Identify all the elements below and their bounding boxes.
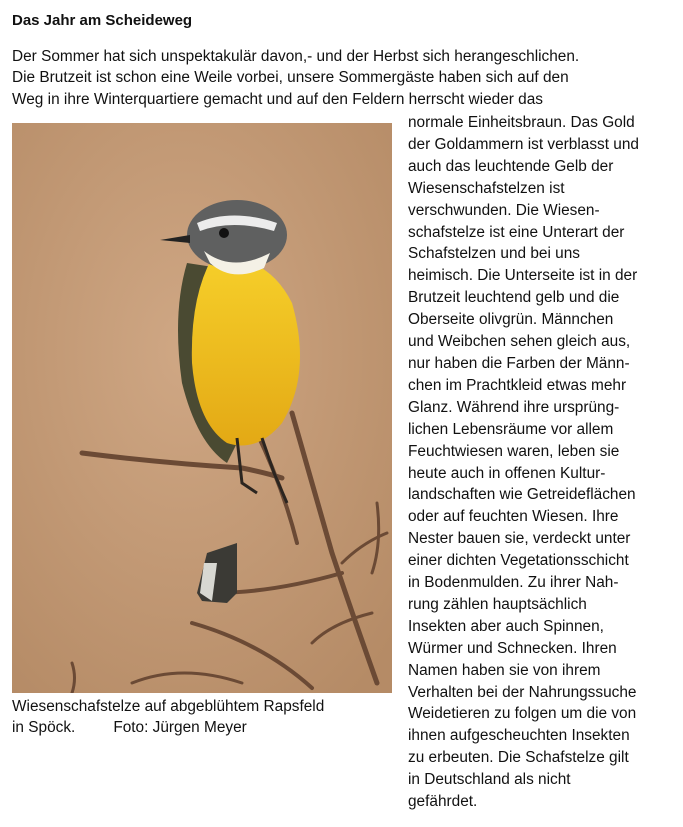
intro-line: Der Sommer hat sich unspektakulär davon,- und der Herbst sich herangeschlichen. [12,48,580,65]
column-line: Würmer und Schnecken. Ihren [408,639,617,657]
column-line: rung zählen hauptsächlich [408,595,587,613]
column-line: chen im Prachtkleid etwas mehr [408,376,627,394]
column-line: nur haben die Farben der Männ- [408,354,630,372]
column-line: Wiesenschafstelzen ist [408,179,565,197]
column-line: Insekten aber auch Spinnen, [408,617,604,635]
column-line: zu erbeuten. Die Schafstelze gilt [408,749,629,767]
article-column [408,112,639,813]
column-line: der Goldammern ist verblasst und [408,135,639,153]
intro-line: Weg in ihre Winterquartiere gemacht und auf den Feldern herrscht wieder das [12,90,543,108]
column-line: lichen Lebensräume vor allem [408,420,614,438]
column-line: Brutzeit leuchtend gelb und die [408,289,620,307]
column-line: einer dichten Vegetationsschicht [408,552,629,570]
bird-head [187,200,287,270]
intro-paragraph [12,46,579,110]
column-line: heimisch. Die Unterseite ist in der [408,267,638,285]
column-line: Glanz. Während ihre ursprüng- [408,398,620,416]
column-line: heute auch in offenen Kultur- [408,464,606,482]
column-line: verschwunden. Die Wiesen- [408,201,600,219]
column-line: Weidetieren zu folgen um die von [408,705,637,723]
column-line: Verhalten bei der Nahrungssuche [408,683,637,701]
caption-line: Wiesenschafstelze auf abgeblühtem Rapsfeld [12,698,325,715]
column-line: Namen haben sie von ihrem [408,661,601,679]
column-line: und Weibchen sehen gleich aus, [408,333,631,351]
column-line: oder auf feuchten Wiesen. Ihre [408,508,619,526]
column-line: ihnen aufgescheuchten Insekten [408,727,630,745]
column-line: in Deutschland als nicht [408,771,571,789]
bird-photo [12,123,392,693]
wagtail-illustration [12,123,392,693]
photo-caption [12,696,324,738]
photo-credit: Foto: Jürgen Meyer [113,719,247,736]
column-line: gefährdet. [408,793,478,811]
column-line: in Bodenmulden. Zu ihrer Nah- [408,574,619,592]
column-line: schafstelze ist eine Unterart der [408,223,625,241]
column-line: landschaften wie Getreideflächen [408,486,636,504]
column-line: normale Einheitsbraun. Das Gold [408,114,635,131]
article-title: Das Jahr am Scheideweg [12,12,193,29]
column-line: Nester bauen sie, verdeckt unter [408,530,631,548]
bird-eye [219,228,229,238]
intro-line: Die Brutzeit ist schon eine Weile vorbei, unsere Sommergäste haben sich auf den [12,69,569,87]
column-line: Feuchtwiesen waren, leben sie [408,442,620,460]
caption-place: in Spöck. [12,719,76,736]
caption-line [12,717,324,738]
column-line: auch das leuchtende Gelb der [408,157,614,175]
column-line: Schafstelzen und bei uns [408,245,580,263]
column-line: Oberseite olivgrün. Männchen [408,311,614,329]
